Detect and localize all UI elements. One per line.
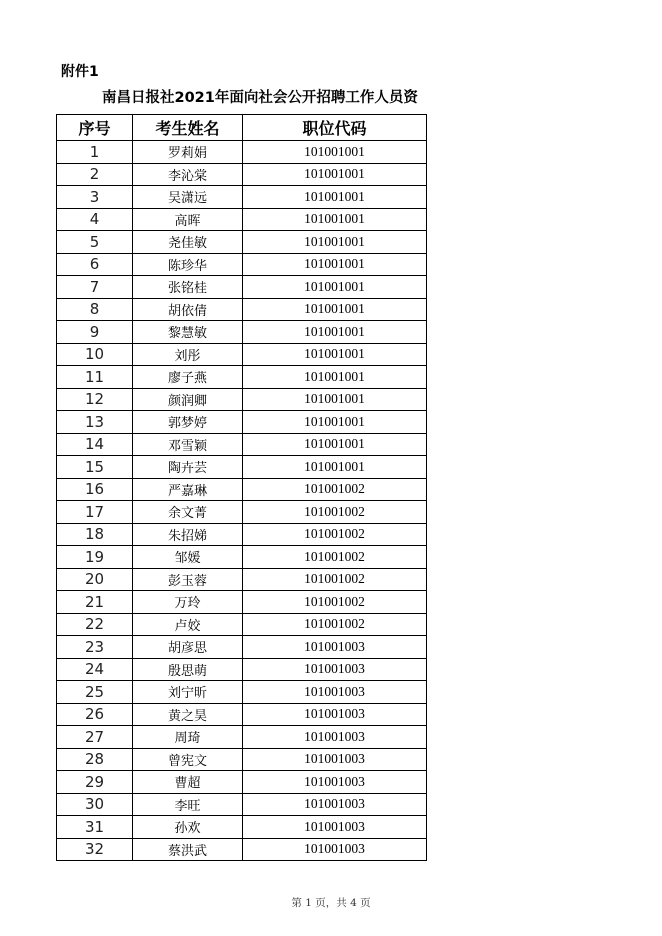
name-cell: 周琦	[133, 726, 243, 749]
header-seq: 序号	[57, 115, 133, 141]
position-code-cell: 101001003	[243, 816, 427, 839]
seq-cell: 8	[57, 298, 133, 321]
table-row	[57, 568, 427, 591]
table-row	[57, 726, 427, 749]
name-cell: 陶卉芸	[133, 456, 243, 479]
name-cell: 陈珍华	[133, 253, 243, 276]
table-row	[57, 838, 427, 861]
seq-cell: 23	[57, 636, 133, 659]
seq-cell: 2	[57, 163, 133, 186]
header-name: 考生姓名	[133, 115, 243, 141]
name-cell: 曹超	[133, 771, 243, 794]
name-cell: 廖子燕	[133, 366, 243, 389]
table-row	[57, 546, 427, 569]
position-code-cell: 101001001	[243, 433, 427, 456]
table-row	[57, 591, 427, 614]
seq-cell: 26	[57, 703, 133, 726]
position-code-cell: 101001002	[243, 591, 427, 614]
position-code-cell: 101001003	[243, 703, 427, 726]
seq-cell: 28	[57, 748, 133, 771]
name-cell: 黎慧敏	[133, 321, 243, 344]
name-cell: 李沁棠	[133, 163, 243, 186]
position-code-cell: 101001003	[243, 771, 427, 794]
seq-cell: 6	[57, 253, 133, 276]
position-code-cell: 101001001	[243, 141, 427, 164]
position-code-cell: 101001001	[243, 411, 427, 434]
seq-cell: 25	[57, 681, 133, 704]
position-code-cell: 101001002	[243, 546, 427, 569]
position-code-cell: 101001001	[243, 343, 427, 366]
position-code-cell: 101001001	[243, 253, 427, 276]
table-row	[57, 411, 427, 434]
seq-cell: 14	[57, 433, 133, 456]
seq-cell: 21	[57, 591, 133, 614]
seq-cell: 3	[57, 186, 133, 209]
name-cell: 余文菁	[133, 501, 243, 524]
position-code-cell: 101001002	[243, 478, 427, 501]
table-row	[57, 501, 427, 524]
table-header	[57, 115, 427, 141]
table-row	[57, 231, 427, 254]
seq-cell: 32	[57, 838, 133, 861]
position-code-cell: 101001003	[243, 838, 427, 861]
name-cell: 吴潇远	[133, 186, 243, 209]
name-cell: 蔡洪武	[133, 838, 243, 861]
seq-cell: 22	[57, 613, 133, 636]
name-cell: 颜润卿	[133, 388, 243, 411]
name-cell: 邹媛	[133, 546, 243, 569]
position-code-cell: 101001002	[243, 613, 427, 636]
seq-cell: 17	[57, 501, 133, 524]
name-cell: 郭梦婷	[133, 411, 243, 434]
name-cell: 刘彤	[133, 343, 243, 366]
table-row	[57, 793, 427, 816]
seq-cell: 30	[57, 793, 133, 816]
position-code-cell: 101001003	[243, 658, 427, 681]
table-row	[57, 478, 427, 501]
attachment-label: 附件1	[61, 64, 99, 80]
table-row	[57, 816, 427, 839]
name-cell: 彭玉蓉	[133, 568, 243, 591]
seq-cell: 15	[57, 456, 133, 479]
position-code-cell: 101001001	[243, 276, 427, 299]
name-cell: 高晖	[133, 208, 243, 231]
document-title: 南昌日报社2021年面向社会公开招聘工作人员资	[102, 90, 418, 106]
name-cell: 李旺	[133, 793, 243, 816]
name-cell: 张铭桂	[133, 276, 243, 299]
position-code-cell: 101001003	[243, 726, 427, 749]
header-row	[57, 115, 427, 141]
position-code-cell: 101001003	[243, 793, 427, 816]
table-row	[57, 276, 427, 299]
name-cell: 尧佳敏	[133, 231, 243, 254]
position-code-cell: 101001003	[243, 681, 427, 704]
table-row	[57, 771, 427, 794]
table-row	[57, 523, 427, 546]
name-cell: 刘宁昕	[133, 681, 243, 704]
table-body	[57, 141, 427, 861]
table-row	[57, 456, 427, 479]
table-row	[57, 186, 427, 209]
position-code-cell: 101001001	[243, 163, 427, 186]
table-row	[57, 388, 427, 411]
table-row	[57, 748, 427, 771]
seq-cell: 11	[57, 366, 133, 389]
table-row	[57, 366, 427, 389]
position-code-cell: 101001001	[243, 366, 427, 389]
seq-cell: 29	[57, 771, 133, 794]
table-row	[57, 163, 427, 186]
candidate-table	[56, 114, 427, 861]
name-cell: 胡彦思	[133, 636, 243, 659]
table-row	[57, 298, 427, 321]
name-cell: 胡依倩	[133, 298, 243, 321]
name-cell: 万玲	[133, 591, 243, 614]
table-row	[57, 433, 427, 456]
seq-cell: 9	[57, 321, 133, 344]
name-cell: 卢姣	[133, 613, 243, 636]
page-footer: 第 1 页，共 4 页	[291, 897, 371, 909]
seq-cell: 12	[57, 388, 133, 411]
position-code-cell: 101001002	[243, 501, 427, 524]
name-cell: 严嘉琳	[133, 478, 243, 501]
position-code-cell: 101001001	[243, 298, 427, 321]
seq-cell: 13	[57, 411, 133, 434]
position-code-cell: 101001001	[243, 321, 427, 344]
name-cell: 孙欢	[133, 816, 243, 839]
position-code-cell: 101001001	[243, 388, 427, 411]
table-row	[57, 703, 427, 726]
position-code-cell: 101001001	[243, 186, 427, 209]
table-row	[57, 658, 427, 681]
seq-cell: 24	[57, 658, 133, 681]
seq-cell: 4	[57, 208, 133, 231]
seq-cell: 1	[57, 141, 133, 164]
table-row	[57, 321, 427, 344]
name-cell: 罗莉娟	[133, 141, 243, 164]
seq-cell: 27	[57, 726, 133, 749]
position-code-cell: 101001001	[243, 456, 427, 479]
position-code-cell: 101001002	[243, 568, 427, 591]
name-cell: 曾宪文	[133, 748, 243, 771]
seq-cell: 19	[57, 546, 133, 569]
seq-cell: 20	[57, 568, 133, 591]
table-row	[57, 636, 427, 659]
seq-cell: 7	[57, 276, 133, 299]
name-cell: 殷思萌	[133, 658, 243, 681]
position-code-cell: 101001001	[243, 208, 427, 231]
position-code-cell: 101001002	[243, 523, 427, 546]
table-row	[57, 253, 427, 276]
table-row	[57, 613, 427, 636]
header-position-code: 职位代码	[243, 115, 427, 141]
name-cell: 朱招娣	[133, 523, 243, 546]
position-code-cell: 101001001	[243, 231, 427, 254]
seq-cell: 16	[57, 478, 133, 501]
table-row	[57, 343, 427, 366]
table-row	[57, 208, 427, 231]
seq-cell: 31	[57, 816, 133, 839]
table-row	[57, 141, 427, 164]
name-cell: 黄之昊	[133, 703, 243, 726]
seq-cell: 5	[57, 231, 133, 254]
table-row	[57, 681, 427, 704]
seq-cell: 10	[57, 343, 133, 366]
seq-cell: 18	[57, 523, 133, 546]
position-code-cell: 101001003	[243, 748, 427, 771]
name-cell: 邓雪颖	[133, 433, 243, 456]
position-code-cell: 101001003	[243, 636, 427, 659]
